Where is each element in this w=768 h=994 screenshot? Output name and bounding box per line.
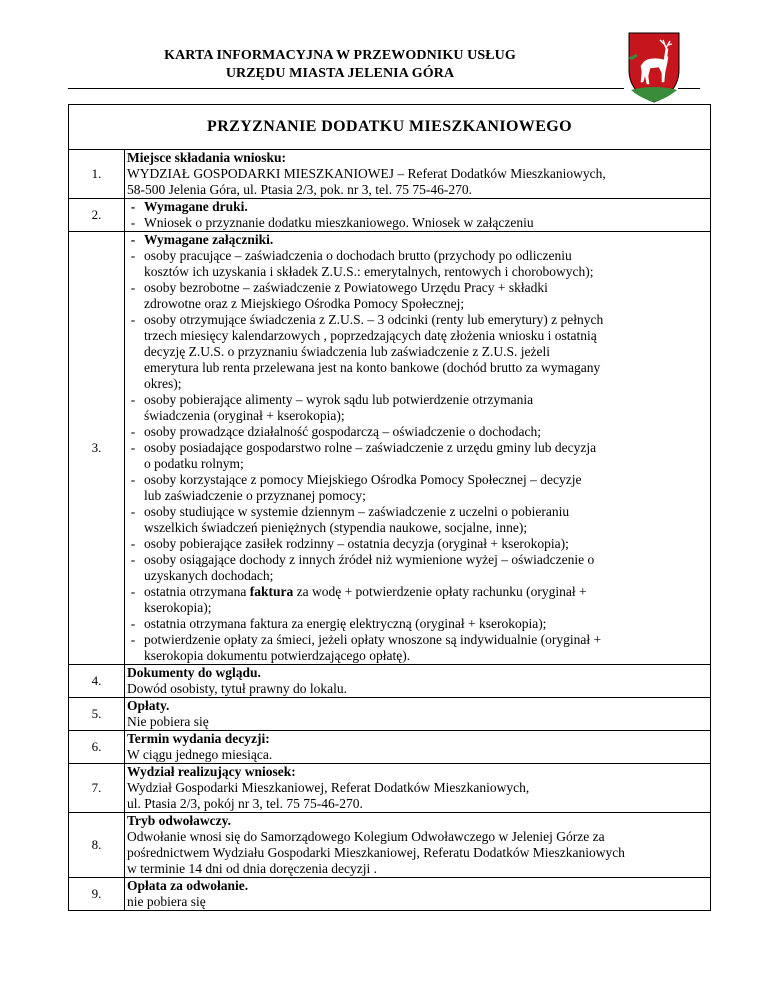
row-number: 1.	[69, 150, 125, 199]
row-line: Nie pobiera się	[127, 714, 209, 729]
row-line: ul. Ptasia 2/3, pokój nr 3, tel. 75 75-46-270.	[127, 796, 363, 811]
row-heading: Tryb odwoławczy.	[127, 813, 231, 828]
row-heading: Dokumenty do wglądu.	[127, 665, 261, 680]
list-item-continuation: okres);	[144, 376, 182, 391]
row-number: 6.	[69, 731, 125, 764]
row-number: 2.	[69, 199, 125, 232]
row-content	[125, 878, 711, 911]
list-item	[127, 280, 710, 296]
list-item	[127, 616, 710, 632]
list-item-text: osoby otrzymujące świadczenia z Z.U.S. – 3 odcinki (renty lub emerytury) z pełnych	[144, 312, 604, 327]
dash-bullet: -	[130, 632, 136, 647]
dash-bullet: -	[130, 199, 136, 214]
row-line: 58-500 Jelenia Góra, ul. Ptasia 2/3, pok. nr 3, tel. 75 75-46-270.	[127, 182, 472, 197]
dash-bullet: -	[130, 552, 136, 567]
list-item-continuation: decyzję Z.U.S. o przyznaniu świadczenia lub zaświadczenie z Z.U.S. jeżeli	[144, 344, 550, 359]
title-row	[69, 105, 711, 150]
info-table	[68, 104, 711, 911]
list-item-continuation: uzyskanych dochodach;	[144, 568, 274, 583]
row-line: Dowód osobisty, tytuł prawny do lokalu.	[127, 681, 347, 696]
row-content	[125, 199, 711, 232]
list-item	[127, 584, 710, 600]
header-rule	[68, 88, 624, 89]
dash-bullet: -	[130, 440, 136, 455]
list-item-continuation: wszelkich świadczeń pieniężnych (stypendia naukowe, socjalne, inne);	[144, 520, 528, 535]
list-item-text: Wymagane załączniki.	[144, 232, 274, 247]
table-row	[69, 665, 711, 698]
row-content	[125, 150, 711, 199]
row-line: Wydział Gospodarki Mieszkaniowej, Referat Dodatków Mieszkaniowych,	[127, 780, 530, 795]
row-number: 9.	[69, 878, 125, 911]
list-item	[127, 392, 710, 408]
table-row	[69, 813, 711, 878]
list-item-text: osoby pobierające zasiłek rodzinny – ostatnia decyzja (oryginał + kserokopia);	[144, 536, 569, 551]
row-number: 7.	[69, 764, 125, 813]
list-item-text: osoby bezrobotne – zaświadczenie z Powiatowego Urzędu Pracy + składki	[144, 280, 548, 295]
row-line: W ciągu jednego miesiąca.	[127, 747, 273, 762]
table-row	[69, 232, 711, 665]
row-line: Odwołanie wnosi się do Samorządowego Kolegium Odwoławczego w Jeleniej Górze za	[127, 829, 605, 844]
list-item	[127, 632, 710, 648]
header-line-2: URZĘDU MIASTA JELENIA GÓRA	[225, 66, 455, 81]
list-item-text-pre: ostatnia otrzymana	[144, 584, 250, 599]
dash-bullet: -	[130, 215, 136, 230]
row-content	[125, 731, 711, 764]
list-item-continuation: świadczenia (oryginał + kserokopia);	[144, 408, 345, 423]
document-header	[60, 47, 620, 83]
row-number: 4.	[69, 665, 125, 698]
list-item	[127, 440, 710, 456]
list-item-continuation: zdrowotne oraz z Miejskiego Ośrodka Pomocy Społecznej;	[144, 296, 465, 311]
dash-bullet: -	[130, 248, 136, 263]
list-item	[127, 312, 710, 328]
header-line-1: KARTA INFORMACYJNA W PRZEWODNIKU USŁUG	[164, 48, 516, 63]
list-item-text-bold: faktura	[249, 584, 294, 599]
table-row	[69, 698, 711, 731]
row-content	[125, 813, 711, 878]
list-item-text: osoby osiągające dochody z innych źródeł niż wymienione wyżej – oświadczenie o	[144, 552, 595, 567]
list-item-continuation: kserokopia);	[144, 600, 212, 615]
row-content	[125, 665, 711, 698]
row-heading: Termin wydania decyzji:	[127, 731, 270, 746]
list-item	[127, 248, 710, 264]
row-content	[125, 698, 711, 731]
row-heading: Opłaty.	[127, 698, 170, 713]
dash-bullet: -	[130, 472, 136, 487]
list-item-text: osoby pobierające alimenty – wyrok sądu lub potwierdzenie otrzymania	[144, 392, 534, 407]
city-crest-icon	[626, 30, 682, 104]
list-item-text: osoby studiujące w systemie dziennym – zaświadczenie z uczelni o pobieraniu	[144, 504, 570, 519]
table-row	[69, 150, 711, 199]
list-item-continuation: o podatku rolnym;	[144, 456, 244, 471]
list-item-text: ostatnia otrzymana faktura za energię elektryczną (oryginał + kserokopia);	[144, 616, 547, 631]
row-line: w terminie 14 dni od dnia doręczenia decyzji .	[127, 861, 378, 876]
list-item	[127, 472, 710, 488]
row-line: pośrednictwem Wydziału Gospodarki Mieszkaniowej, Referatu Dodatków Mieszkaniowych	[127, 845, 625, 860]
row-content	[125, 764, 711, 813]
list-item	[127, 232, 710, 248]
document-title: PRZYZNANIE DODATKU MIESZKANIOWEGO	[69, 105, 711, 150]
row-heading: Miejsce składania wniosku:	[127, 150, 287, 165]
list-item-continuation: lub zaświadczenie o przyznanej pomocy;	[144, 488, 366, 503]
list-item-text-post: za wodę + potwierdzenie opłaty rachunku (oryginał +	[293, 584, 587, 599]
list-item-text: Wymagane druki.	[144, 199, 248, 214]
dash-bullet: -	[130, 584, 136, 599]
list-item-continuation: emerytura lub renta przelewana jest na konto bankowe (dochód brutto za wymagany	[144, 360, 601, 375]
list-item-continuation: kserokopia dokumentu potwierdzającego opłatę).	[144, 648, 411, 663]
row-content	[125, 232, 711, 665]
list-item-continuation: kosztów ich uzyskania i składek Z.U.S.: emerytalnych, rentowych i chorobowych);	[144, 264, 594, 279]
list-item-text: potwierdzenie opłaty za śmieci, jeżeli opłaty wnoszone są indywidualnie (oryginał +	[144, 632, 602, 647]
row-heading: Opłata za odwołanie.	[127, 878, 249, 893]
dash-bullet: -	[130, 232, 136, 247]
list-item-text: osoby prowadzące działalność gospodarczą – oświadczenie o dochodach;	[144, 424, 541, 439]
dash-bullet: -	[130, 280, 136, 295]
table-row	[69, 731, 711, 764]
list-item	[127, 552, 710, 568]
list-item-text: osoby korzystające z pomocy Miejskiego Ośrodka Pomocy Społecznej – decyzje	[144, 472, 582, 487]
dash-bullet: -	[130, 392, 136, 407]
table-row	[69, 764, 711, 813]
row-heading: Wydział realizujący wniosek:	[127, 764, 296, 779]
row-line: WYDZIAŁ GOSPODARKI MIESZKANIOWEJ – Referat Dodatków Mieszkaniowych,	[127, 166, 606, 181]
dash-bullet: -	[130, 312, 136, 327]
row-line: nie pobiera się	[127, 894, 206, 909]
table-row	[69, 199, 711, 232]
dash-bullet: -	[130, 616, 136, 631]
dash-bullet: -	[130, 536, 136, 551]
list-item	[127, 199, 710, 215]
list-item	[127, 504, 710, 520]
table-row	[69, 878, 711, 911]
list-item-text: osoby pracujące – zaświadczenia o dochodach brutto (przychody po odliczeniu	[144, 248, 572, 263]
list-item	[127, 215, 710, 231]
row-number: 3.	[69, 232, 125, 665]
list-item-text: Wniosek o przyznanie dodatku mieszkaniowego. Wniosek w załączeniu	[144, 215, 534, 230]
dash-bullet: -	[130, 504, 136, 519]
row-number: 5.	[69, 698, 125, 731]
list-item-text: osoby posiadające gospodarstwo rolne – zaświadczenie z urzędu gminy lub decyzja	[144, 440, 597, 455]
list-item	[127, 536, 710, 552]
row-number: 8.	[69, 813, 125, 878]
list-item	[127, 424, 710, 440]
dash-bullet: -	[130, 424, 136, 439]
list-item-continuation: trzech miesięcy kalendarzowych , poprzedzających datę złożenia wniosku i ostatnią	[144, 328, 597, 343]
